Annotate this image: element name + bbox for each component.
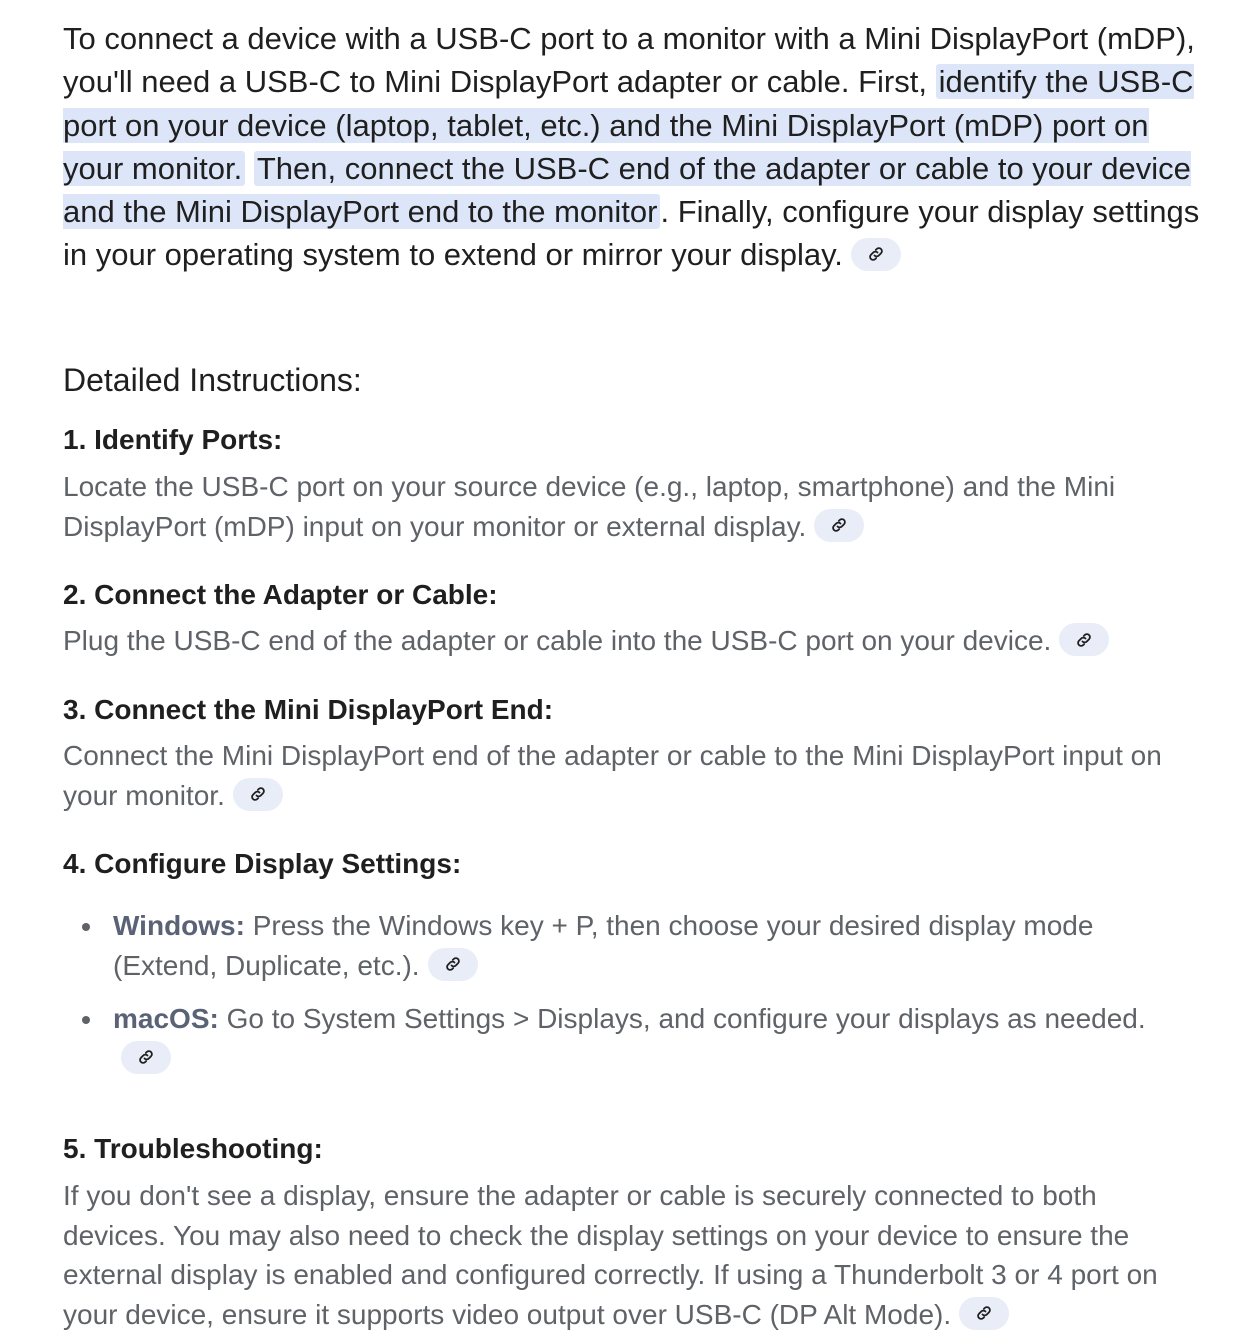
link-icon: [867, 245, 885, 263]
source-link-button[interactable]: [1059, 623, 1109, 656]
intro-paragraph: [63, 17, 1203, 277]
link-icon: [975, 1304, 993, 1322]
highlighted-span-1[interactable]: identify the USB-C port on your device (laptop, tablet, etc.) and the Mini DisplayPort (mDP) port on your monitor.: [63, 64, 1194, 186]
source-link-button[interactable]: [851, 238, 901, 271]
step-3-body: [63, 736, 1193, 815]
step-5-title: 5. Troubleshooting:: [63, 1133, 323, 1164]
link-icon: [444, 955, 462, 973]
step-2-title: 2. Connect the Adapter or Cable:: [63, 579, 498, 610]
source-link-button[interactable]: [959, 1297, 1009, 1330]
link-icon: [137, 1048, 155, 1066]
list-item-windows: [63, 906, 1163, 985]
step-1-body: [63, 467, 1193, 546]
step-1-text: Locate the USB-C port on your source device (e.g., laptop, smartphone) and the Mini DisplayPort (mDP) input on your monitor or external display.: [63, 471, 1116, 542]
bullet-dot: [82, 1016, 90, 1024]
intro-text-end: . Finally, configure your display settings in your operating system to extend or mirror your display.: [63, 194, 1200, 273]
windows-text: Press the Windows key + P, then choose your desired display mode (Extend, Duplicate, etc.).: [113, 910, 1094, 981]
highlighted-span-2[interactable]: Then, connect the USB-C end of the adapter or cable to your device and the Mini DisplayPort end to the monitor: [63, 150, 1191, 230]
step-3-text: Connect the Mini DisplayPort end of the adapter or cable to the Mini DisplayPort input on your monitor.: [63, 740, 1162, 811]
intro-text-start: To connect a device with a USB-C port to a monitor with a Mini DisplayPort (mDP), you'll need a USB-C to Mini DisplayPort adapter or cable. First,: [63, 21, 1195, 100]
step-1-title: 1. Identify Ports:: [63, 424, 283, 455]
step-2-text: Plug the USB-C end of the adapter or cable into the USB-C port on your device.: [63, 625, 1052, 656]
step-2-body: [63, 621, 1193, 661]
step-4-title: 4. Configure Display Settings:: [63, 848, 462, 879]
link-icon: [249, 785, 267, 803]
macos-label: macOS:: [113, 1003, 219, 1034]
display-settings-list: [63, 906, 1163, 1078]
link-icon: [830, 516, 848, 534]
source-link-button[interactable]: [233, 778, 283, 811]
link-icon: [1075, 631, 1093, 649]
bullet-dot: [82, 923, 90, 931]
step-3-title: 3. Connect the Mini DisplayPort End:: [63, 694, 554, 725]
source-link-button[interactable]: [428, 948, 478, 981]
source-link-button[interactable]: [814, 509, 864, 542]
source-link-button[interactable]: [121, 1041, 171, 1074]
step-5-text: If you don't see a display, ensure the adapter or cable is securely connected to both devices. You may also need to check the display settings on your device to ensure the external display is enabled and configured correctly. If using a Thunderbolt 3 or 4 port on your device, ensure it supports video output over USB-C (DP Alt Mode).: [63, 1180, 1158, 1330]
step-5-body: [63, 1176, 1193, 1334]
macos-text: Go to System Settings > Displays, and configure your displays as needed.: [218, 1003, 1146, 1034]
windows-label: Windows:: [113, 910, 245, 941]
list-item-macos: [63, 999, 1163, 1078]
detailed-instructions-heading: Detailed Instructions:: [63, 362, 362, 398]
